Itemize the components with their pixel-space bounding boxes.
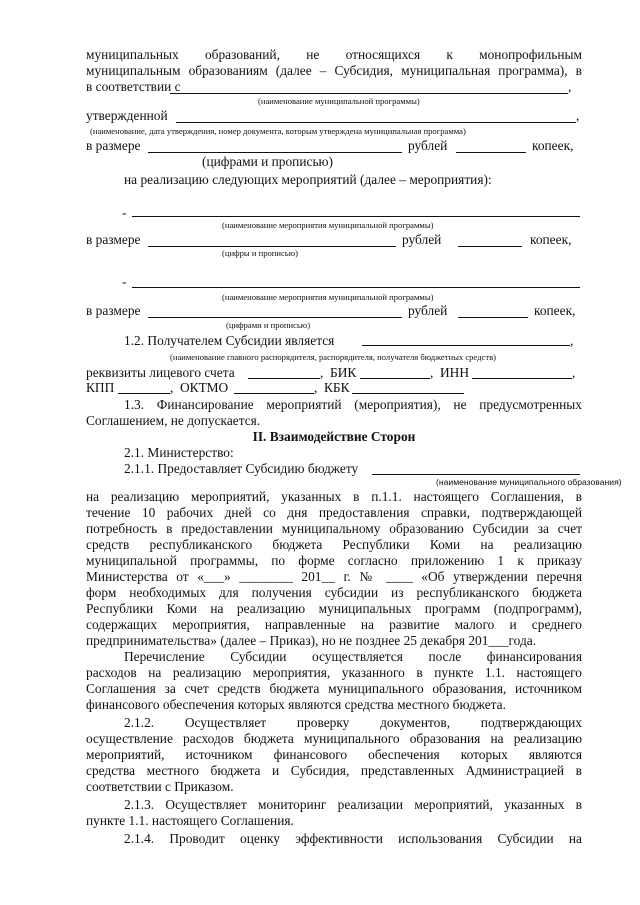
comma: , bbox=[568, 79, 572, 94]
p213-line-2: пункте 1.1. настоящего Соглашения. bbox=[86, 813, 294, 828]
body-line-8: Республики Коми на реализацию муниципальных программ (подпрограмм), bbox=[86, 601, 582, 616]
p212-line-4: средства местного бюджета и Субсидия, представленных Администрацией в bbox=[86, 763, 582, 778]
body-line-3: потребность в предоставлении муниципальному образованию Субсидии за счет bbox=[86, 521, 582, 536]
measure-1-in-words: (цифры и прописью) bbox=[222, 248, 299, 258]
measure-2-amount-label: в размере bbox=[86, 303, 141, 318]
comma-5: , bbox=[430, 365, 434, 380]
body-line-9: содержащих мероприятия, направленные на развитие малого и среднего bbox=[86, 617, 582, 632]
measure-2-rubles-label: рублей bbox=[408, 303, 448, 318]
transfer-line-1: Перечисление Субсидии осуществляется после финансирования bbox=[124, 649, 582, 664]
transfer-line-4: финансового обеспечения которых являются средства местного бюджета. bbox=[86, 697, 506, 712]
comma-2: , bbox=[576, 108, 580, 123]
comma-6: , bbox=[572, 365, 576, 380]
p211-label: 2.1.1. Предоставляет Субсидию бюджету bbox=[124, 461, 359, 476]
measure-1-amount-label: в размере bbox=[86, 232, 141, 247]
oktmo-field[interactable] bbox=[234, 393, 314, 394]
p212-line-3: мероприятий, источником финансового обеспечения которых являются bbox=[86, 747, 582, 762]
measure-1-rubles-field[interactable] bbox=[148, 246, 396, 247]
amount-label: в размере bbox=[86, 138, 141, 153]
intro-line-2: муниципальным образованиям (далее – Субсидия, муниципальная программа), в bbox=[86, 63, 582, 78]
body-line-4: средств республиканского бюджета Республики Коми на реализацию bbox=[86, 537, 582, 552]
measure-2-in-words: (цифрами и прописью) bbox=[226, 320, 311, 330]
p214-line-1: 2.1.4. Проводит оценку эффективности использования Субсидии на bbox=[124, 831, 582, 846]
caption-recipient: (наименование главного распорядителя, распорядителя, получателя бюджетных средств) bbox=[170, 352, 496, 362]
oktmo-label: ОКТМО bbox=[180, 380, 229, 395]
kbk-field[interactable] bbox=[352, 393, 464, 394]
inn-label: ИНН bbox=[440, 365, 470, 380]
p212-line-2: осуществление расходов бюджета муниципального образования на реализацию bbox=[86, 731, 582, 746]
p13-line-1: 1.3. Финансирование мероприятий (мероприятия), не предусмотренных bbox=[124, 397, 582, 412]
activities-line: на реализацию следующих мероприятий (далее – мероприятия): bbox=[124, 172, 492, 187]
measure-1-rubles-label: рублей bbox=[402, 232, 442, 247]
approved-document-field[interactable] bbox=[176, 122, 576, 123]
kopecks-label: копеек, bbox=[532, 138, 574, 153]
comma-4: , bbox=[320, 365, 324, 380]
in-words-caption: (цифрами и прописью) bbox=[202, 154, 334, 169]
in-accordance-label: в соответствии с bbox=[86, 79, 181, 94]
caption-measure-1: (наименование мероприятия муниципальной программы) bbox=[222, 220, 434, 230]
intro-line-1: муниципальных образований, не относящихся к монопрофильным bbox=[86, 47, 582, 62]
recipient-field[interactable] bbox=[362, 345, 570, 346]
comma-3: , bbox=[570, 333, 574, 348]
kpp-field[interactable] bbox=[118, 393, 170, 394]
body-line-5: муниципальной программы, по форме согласно приложению 1 к приказу bbox=[86, 553, 582, 568]
kpp-label: КПП bbox=[86, 380, 115, 395]
p213-line-1: 2.1.3. Осуществляет мониторинг реализации мероприятий, указанных в bbox=[124, 797, 582, 812]
amount-kopecks-field[interactable] bbox=[456, 152, 526, 153]
body-line-1: на реализацию мероприятий, указанных в п.1.1. настоящего Соглашения, в bbox=[86, 489, 582, 504]
transfer-line-2: расходов на реализацию мероприятия, указанного в пункте 1.1. настоящего bbox=[86, 665, 582, 680]
inn-field[interactable] bbox=[472, 378, 572, 379]
p21: 2.1. Министерство: bbox=[124, 445, 234, 460]
section-heading: II. Взаимодействие Сторон bbox=[252, 429, 416, 444]
p212-line-1: 2.1.2. Осуществляет проверку документов, подтверждающих bbox=[124, 715, 582, 730]
account-label: реквизиты лицевого счета bbox=[86, 365, 235, 380]
bik-label: БИК bbox=[330, 365, 357, 380]
caption-measure-2: (наименование мероприятия муниципальной программы) bbox=[222, 292, 434, 302]
p13-line-2: Соглашением, не допускается. bbox=[86, 413, 261, 428]
measure-2-kopecks-label: копеек, bbox=[534, 303, 576, 318]
measure-1-kopecks-field[interactable] bbox=[458, 246, 522, 247]
caption-approved: (наименование, дата утверждения, номер документа, которым утверждена муниципальная программа) bbox=[90, 126, 466, 136]
body-line-6: Министерства от «___» ________ 201__ г. № ____ «Об утверждении перечня bbox=[86, 569, 582, 584]
measure-2-field[interactable] bbox=[132, 287, 580, 288]
transfer-line-3: Соглашения за счет средств бюджета муниципального образования, источником bbox=[86, 681, 582, 696]
caption-program: (наименование муниципальной программы) bbox=[258, 96, 420, 106]
body-line-2: течение 10 рабочих дней со дня предоставления справки, подтверждающей bbox=[86, 505, 582, 520]
program-name-field[interactable] bbox=[170, 93, 568, 94]
bik-field[interactable] bbox=[360, 378, 430, 379]
amount-rubles-field[interactable] bbox=[148, 152, 402, 153]
municipality-field[interactable] bbox=[372, 474, 580, 475]
recipient-label: 1.2. Получателем Субсидии является bbox=[124, 333, 335, 348]
rubles-label: рублей bbox=[408, 138, 448, 153]
account-field[interactable] bbox=[248, 378, 320, 379]
p212-line-5: соответствии с Приказом. bbox=[86, 779, 234, 794]
measure-2-kopecks-field[interactable] bbox=[458, 317, 528, 318]
body-line-10: предпринимательства» (далее – Приказ), но не позднее 25 декабря 201___года. bbox=[86, 633, 537, 648]
measure-1-kopecks-label: копеек, bbox=[530, 232, 572, 247]
measure-2-dash: - bbox=[122, 274, 127, 289]
comma-7: , bbox=[170, 380, 174, 395]
measure-1-dash: - bbox=[122, 205, 127, 220]
approved-label: утвержденной bbox=[86, 108, 168, 123]
measure-2-rubles-field[interactable] bbox=[148, 317, 402, 318]
caption-municipality: (наименование муниципального образования) bbox=[436, 477, 622, 487]
body-line-7: форм необходимых для получения субсидии из республиканского бюджета bbox=[86, 585, 582, 600]
comma-8: , bbox=[314, 380, 318, 395]
kbk-label: КБК bbox=[324, 380, 350, 395]
measure-1-field[interactable] bbox=[132, 216, 580, 217]
